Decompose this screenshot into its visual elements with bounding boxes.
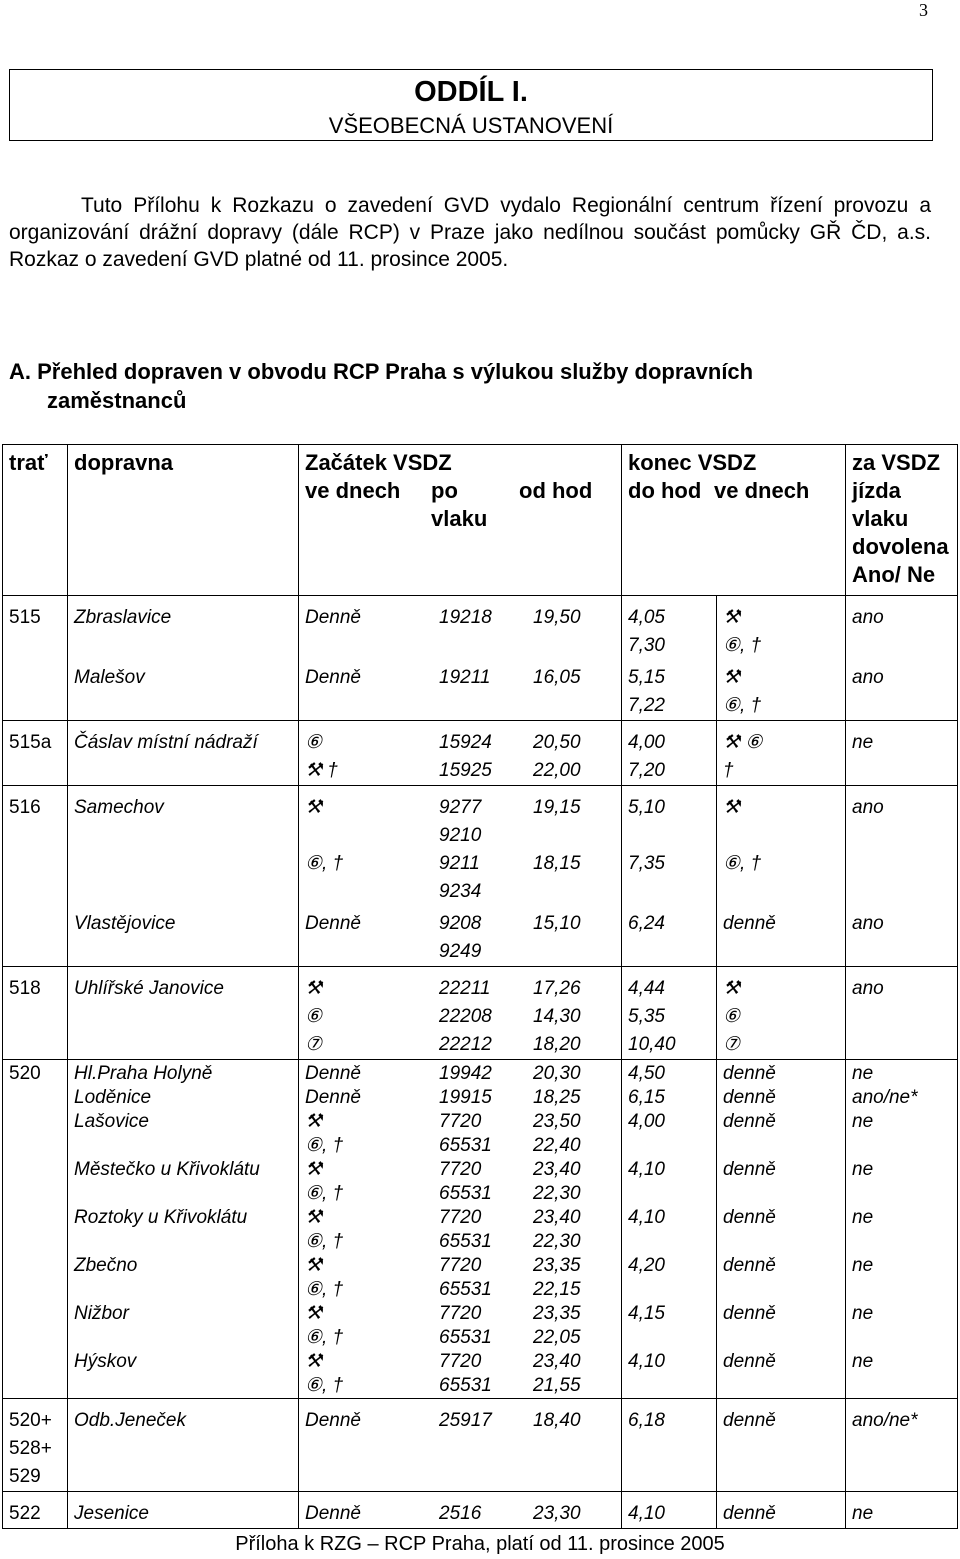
row-ve-dnech2: denně [723, 913, 776, 934]
row-ve-dnech2: denně [717, 1060, 846, 1087]
header-konec [622, 445, 846, 596]
row-trat: 520+ 528+ 529 [3, 1399, 68, 1492]
row-dopravna: Loděnice [68, 1086, 299, 1110]
table-row [3, 1086, 958, 1110]
header-dopravna: dopravna [68, 445, 299, 596]
intro-text: Tuto Přílohu k Rozkazu o zavedení GVD vydalo Regionální centrum řízení provozu a organizování drážní dopravy (dále RCP) v Praze jako nedílnou součást pomůcky GŘ ČD, a.s. Rozkaz o zavedení GVD platné od 11. prosince 2005. [9, 194, 931, 271]
header-do-hod: do hod [628, 478, 702, 503]
row-trat: 518 [3, 967, 68, 1060]
footer: Příloha k RZG – RCP Praha, platí od 11. prosince 2005 [235, 1533, 725, 1555]
row-dopravna: Uhlířské Janovice [68, 967, 299, 1060]
row-ve-dnech: Denně [299, 596, 434, 661]
row-dopravna: Hýskov [68, 1350, 299, 1399]
row-od-hod: 17,26 14,30 18,20 [527, 967, 622, 1060]
row-od-hod: 20,30 [527, 1060, 622, 1087]
row-do-hod: 4,10 [622, 1206, 717, 1254]
row-jizda: ne [846, 1206, 958, 1254]
row-trat: 515 [3, 596, 68, 661]
row-jizda: ano/ne* [846, 1086, 958, 1110]
row-trat: 515a [3, 721, 68, 786]
table-row [3, 596, 958, 661]
row-ve-dnech2: denně [717, 1399, 846, 1492]
table-row [3, 721, 958, 786]
row-dopravna: Malešov [68, 660, 299, 721]
row-do-hod: 4,15 [622, 1302, 717, 1350]
row-od-hod: 18,25 [533, 1087, 581, 1108]
row-trat [3, 906, 68, 967]
row-do-hod: 6,24 [622, 906, 717, 967]
row-dopravna: Městečko u Křivoklátu [68, 1158, 299, 1206]
row-vlak: 7720 65531 [439, 1207, 492, 1252]
row-trat: 520 [3, 1060, 68, 1087]
row-ve-dnech: Denně [299, 1492, 434, 1529]
table-row [3, 786, 958, 907]
row-ve-dnech2: denně [723, 1111, 776, 1132]
row-do-hod: 4,00 [622, 1110, 717, 1158]
row-jizda: ano [846, 660, 958, 721]
row-ve-dnech2: ⚒ ⑥, † [717, 786, 846, 907]
row-dopravna: Jesenice [68, 1492, 299, 1529]
row-ve-dnech: ⚒ ⑥, † [305, 1303, 344, 1348]
row-trat [3, 1254, 68, 1302]
table-row [3, 1350, 958, 1399]
row-jizda: ne [846, 1302, 958, 1350]
row-trat [3, 660, 68, 721]
row-od-hod: 23,40 21,55 [533, 1351, 581, 1396]
row-vlak: 7720 65531 [439, 1159, 492, 1204]
table-row [3, 1492, 958, 1529]
row-ve-dnech: ⚒ ⑥, † [305, 1207, 344, 1252]
row-od-hod: 23,40 22,30 [533, 1207, 581, 1252]
row-jizda: ne [846, 721, 958, 786]
row-jizda: ne [846, 1254, 958, 1302]
table-row [3, 1302, 958, 1350]
row-ve-dnech: ⚒ ⑥, † [305, 1255, 344, 1300]
header-za-vsdz: za VSDZ jízda vlaku dovolena Ano/ Ne [846, 445, 958, 596]
row-dopravna: Zbečno [68, 1254, 299, 1302]
row-jizda: ano/ne* [846, 1399, 958, 1492]
row-dopravna: Nižbor [68, 1302, 299, 1350]
row-trat [3, 1206, 68, 1254]
row-vlak: 15924 15925 [433, 721, 527, 786]
row-vlak: 7720 65531 [439, 1255, 492, 1300]
table-heading-line1: A. Přehled dopraven v obvodu RCP Praha s výlukou služby dopravních [9, 359, 754, 384]
row-ve-dnech: Denně [305, 913, 361, 934]
row-do-hod: 4,05 7,30 [622, 596, 717, 661]
page-number: 3 [919, 0, 928, 20]
header-ve-dnech2: ve dnech [714, 478, 810, 503]
row-ve-dnech2: denně [723, 1159, 776, 1180]
header-od-hod: od hod [519, 478, 593, 503]
row-ve-dnech2: denně [723, 1087, 776, 1108]
row-vlak: 19211 [439, 667, 491, 688]
row-vlak: 19915 [439, 1087, 492, 1108]
header-po-vlaku: po vlaku [431, 478, 488, 531]
row-vlak: 2516 [433, 1492, 527, 1529]
row-vlak: 7720 65531 [439, 1303, 492, 1348]
row-trat [3, 1110, 68, 1158]
table-row [3, 967, 958, 1060]
table-heading-line2: zaměstnanců [47, 388, 187, 413]
row-od-hod: 23,35 22,05 [533, 1303, 581, 1348]
row-od-hod: 23,50 22,40 [533, 1111, 581, 1156]
row-od-hod: 15,10 [533, 913, 581, 934]
row-vlak: 7720 65531 [439, 1351, 492, 1396]
row-od-hod: 23,30 [527, 1492, 622, 1529]
row-ve-dnech2: denně [723, 1207, 776, 1228]
header-zacatek-label: Začátek VSDZ [305, 450, 452, 475]
row-do-hod: 5,10 7,35 [622, 786, 717, 907]
row-dopravna: Vlastějovice [68, 906, 299, 967]
header-trat: trať [3, 445, 68, 596]
row-ve-dnech: ⚒ ⑥, † [299, 786, 434, 907]
row-dopravna: Čáslav místní nádraží [68, 721, 299, 786]
row-do-hod: 6,18 [622, 1399, 717, 1492]
row-jizda: ano [846, 967, 958, 1060]
table-row [3, 660, 958, 721]
row-dopravna: Lašovice [68, 1110, 299, 1158]
row-do-hod: 4,10 [622, 1158, 717, 1206]
row-od-hod: 20,50 22,00 [527, 721, 622, 786]
row-ve-dnech2: ⚒ ⑥, † [717, 596, 846, 661]
row-jizda: ne [846, 1110, 958, 1158]
row-vlak: 7720 65531 [439, 1111, 492, 1156]
row-trat [3, 1350, 68, 1399]
row-ve-dnech2: denně [723, 1351, 776, 1372]
section-title: ODDÍL I. [414, 76, 528, 108]
row-dopravna: Zbraslavice [68, 596, 299, 661]
row-od-hod: 16,05 [533, 667, 581, 688]
row-vlak: 25917 [433, 1399, 527, 1492]
row-ve-dnech2: ⚒ ⑥ † [717, 721, 846, 786]
row-vlak: 9208 9249 [439, 913, 482, 962]
table-row [3, 1206, 958, 1254]
header-zacatek [299, 445, 622, 596]
row-trat [3, 1086, 68, 1110]
table-row [3, 1060, 958, 1087]
row-vlak: 19942 [433, 1060, 527, 1087]
row-ve-dnech2: ⚒ ⑥, † [723, 667, 762, 716]
row-do-hod: 4,50 [622, 1060, 717, 1087]
row-jizda: ne [846, 1350, 958, 1399]
table-row [3, 1254, 958, 1302]
row-ve-dnech2: denně [717, 1492, 846, 1529]
header-konec-label: konec VSDZ [628, 450, 757, 475]
row-od-hod: 23,35 22,15 [533, 1255, 581, 1300]
row-dopravna: Odb.Jeneček [68, 1399, 299, 1492]
row-jizda: ano [846, 596, 958, 661]
row-jizda: ne [846, 1492, 958, 1529]
stations-table [2, 444, 958, 1529]
row-jizda: ne [846, 1158, 958, 1206]
row-do-hod: 5,15 7,22 [622, 660, 717, 721]
row-vlak: 9277 9210 9211 9234 [433, 786, 527, 907]
table-heading [9, 357, 931, 415]
row-ve-dnech: Denně [299, 1399, 434, 1492]
row-trat: 516 [3, 786, 68, 907]
row-trat [3, 1158, 68, 1206]
table-row [3, 1158, 958, 1206]
row-ve-dnech: Denně [305, 1087, 361, 1108]
row-do-hod: 4,44 5,35 10,40 [622, 967, 717, 1060]
row-ve-dnech2: denně [723, 1255, 776, 1276]
row-jizda: ano [846, 906, 958, 967]
table-row [3, 906, 958, 967]
row-od-hod: 19,15 18,15 [527, 786, 622, 907]
table-row [3, 1110, 958, 1158]
table-header-row [3, 445, 958, 596]
row-ve-dnech: Denně [305, 667, 361, 688]
row-ve-dnech2: ⚒ ⑥ ⑦ [717, 967, 846, 1060]
row-dopravna: Roztoky u Křivoklátu [68, 1206, 299, 1254]
row-do-hod: 4,20 [622, 1254, 717, 1302]
row-od-hod: 19,50 [527, 596, 622, 661]
row-jizda: ne [846, 1060, 958, 1087]
row-do-hod: 4,10 [622, 1492, 717, 1529]
row-do-hod: 6,15 [622, 1086, 717, 1110]
row-trat: 522 [3, 1492, 68, 1529]
row-ve-dnech: Denně [299, 1060, 434, 1087]
row-ve-dnech: ⚒ ⑥, † [305, 1351, 344, 1396]
table-body [3, 596, 958, 1529]
header-ve-dnech: ve dnech [305, 478, 401, 503]
row-dopravna: Hl.Praha Holyně [68, 1060, 299, 1087]
row-od-hod: 23,40 22,30 [533, 1159, 581, 1204]
row-do-hod: 4,10 [622, 1350, 717, 1399]
row-vlak: 22211 22208 22212 [433, 967, 527, 1060]
row-ve-dnech: ⑥ ⚒ † [299, 721, 434, 786]
row-od-hod: 18,40 [527, 1399, 622, 1492]
table-row [3, 1399, 958, 1492]
row-trat [3, 1302, 68, 1350]
row-ve-dnech: ⚒ ⑥ ⑦ [299, 967, 434, 1060]
row-ve-dnech: ⚒ ⑥, † [305, 1159, 344, 1204]
row-dopravna: Samechov [68, 786, 299, 907]
row-jizda: ano [846, 786, 958, 907]
row-vlak: 19218 [433, 596, 527, 661]
title-box [9, 69, 933, 141]
row-ve-dnech: ⚒ ⑥, † [305, 1111, 344, 1156]
row-do-hod: 4,00 7,20 [622, 721, 717, 786]
row-ve-dnech2: denně [723, 1303, 776, 1324]
intro-paragraph [9, 192, 931, 273]
section-subtitle: VŠEOBECNÁ USTANOVENÍ [328, 113, 614, 138]
